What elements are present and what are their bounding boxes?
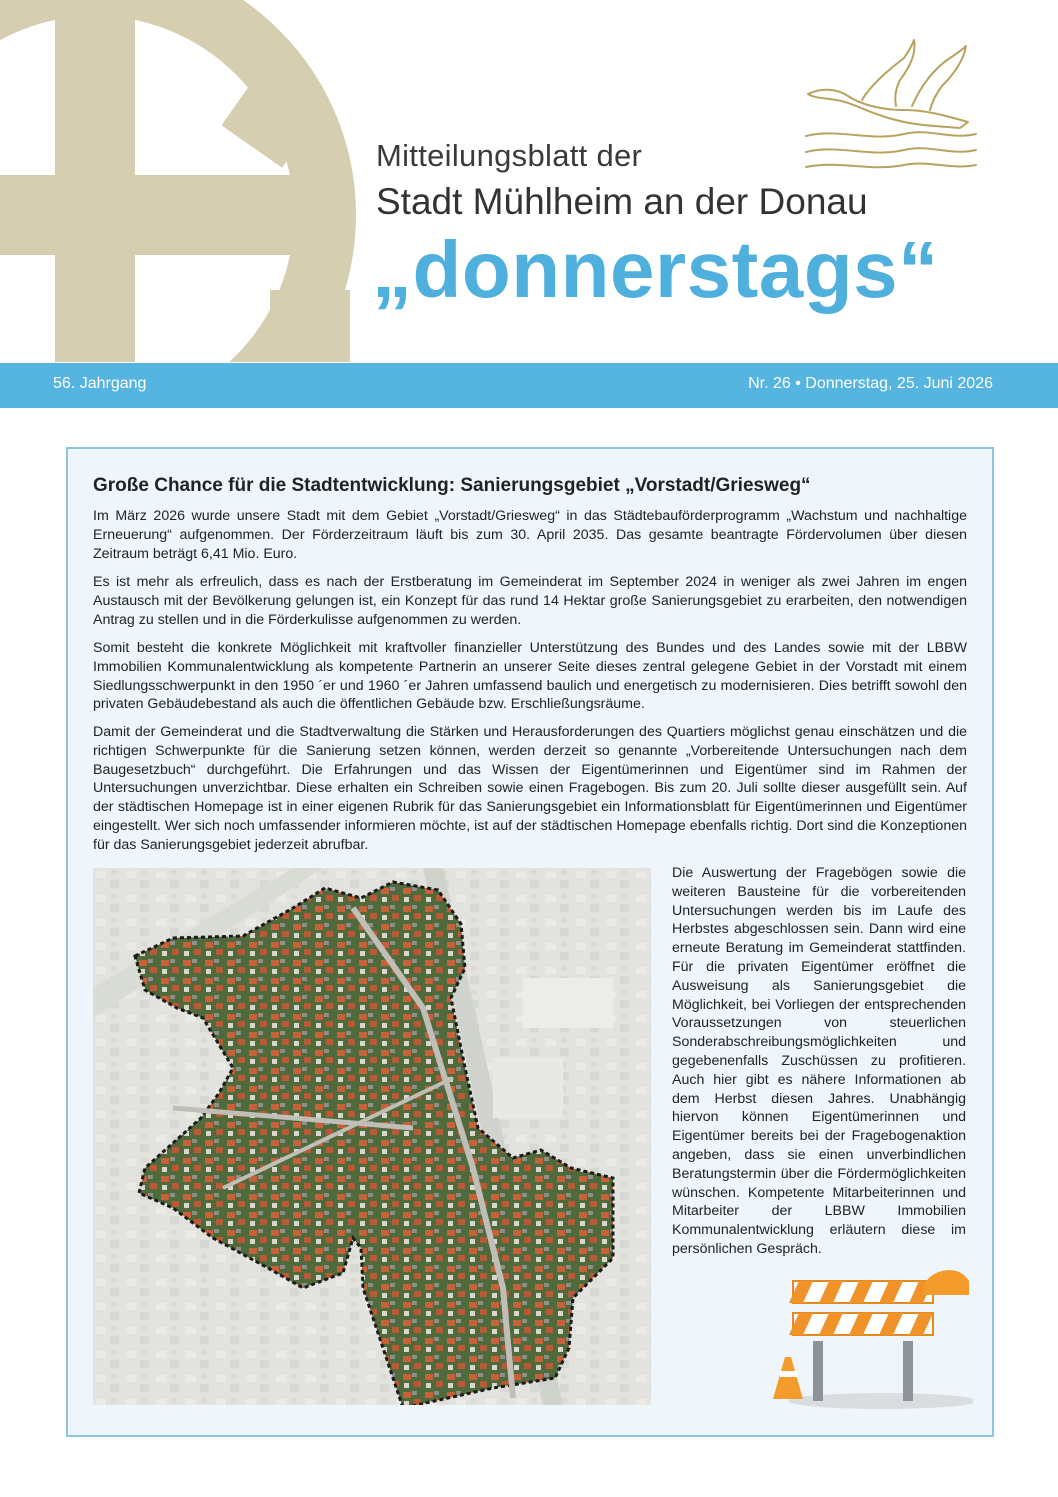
article-paragraph: Im März 2026 wurde unsere Stadt mit dem Gebiet „Vorstadt/Griesweg“ in das Städtebauförderprogramm „Wachstum und nachhaltige Erneuerung“ aufgenommen. Der Förderzeitraum läuft bis zum 30. April 2035. Das gesamte beantragte Fördervolumen über diesen Zeitraum beträgt 6,41 Mio. Euro.	[93, 508, 967, 562]
volume-label: 56. Jahrgang	[53, 375, 147, 392]
article-paragraph: Somit besteht die konkrete Möglichkeit mit kraftvoller finanzieller Unterstützung des Bundes und des Landes sowie mit der LBBW Immobilien Kommunalentwicklung als kompetente Partnerin an unserer Seite dieses zentral gelegene Gebiet in der Vorstadt mit einem Siedlungsschwerpunkt in den 1950 ´er und 1960 ´er Jahren umfassend baulich und energetisch zu modernisieren. Dies betrifft sowohl den privaten Gebäudebestand als auch die öffentlichen Gebäude bzw. Erschließungsräume.	[93, 640, 967, 713]
article-side-text: Die Auswertung der Fragebögen sowie die weiteren Bausteine für die vorbereitenden Untersuchungen werden bis im Laufe des Herbstes abgeschlossen sein. Dann wird eine erneute Beratung im Gemeinderat stattfinden. Für die privaten Eigentümer eröffnet die Ausweisung als Sanierungsgebiet die Möglichkeit, bei Vorliegen der entsprechenden Voraussetzungen von steuerlichen Sonderabschreibungsmöglichkeiten und gegebenenfalls Zuschüssen zu profitieren. Auch hier gibt es nähere Informationen ab dem Herbst diesen Jahres. Unabhängig hiervon können Eigentümerinnen und Eigentümer bereits bei der Fragebogenaktion angeben, dass sie einen unverbindlichen Beratungstermin über die Fördermöglichkeiten wünschen. Kompetente Mitarbeiterinnen und Mitarbeiter der LBBW Immobilien Kommunalentwicklung erläutern diese im persönlichen Gespräch.	[672, 865, 966, 1257]
gear-logo-graphic	[0, 0, 360, 362]
construction-barrier-icon	[773, 1261, 973, 1411]
issue-date-label: Nr. 26 • Donnerstag, 25. Juni 2026	[748, 375, 993, 392]
masthead-town: Stadt Mühlheim an der Donau	[376, 181, 868, 222]
masthead-subtitle: Mitteilungsblatt der	[376, 138, 643, 173]
article-paragraph: Es ist mehr als erfreulich, dass es nach der Erstberatung im Gemeinderat im September 2024 in weniger als zwei Jahren im engen Austausch mit der Bevölkerung gelungen ist, ein Konzept für das rund 14 Hektar große Sanierungsgebiet zu erarbeiten, den notwendigen Antrag zu stellen und in die Förderkulisse aufgenommen zu werden.	[93, 574, 967, 628]
article-headline: Große Chance für die Stadtentwicklung: Sanierungsgebiet „Vorstadt/Griesweg“	[93, 475, 811, 496]
aerial-map-image	[93, 868, 651, 1405]
masthead-title: „donnerstags“	[372, 225, 939, 314]
goose-logo-icon	[800, 36, 978, 172]
article-box	[66, 447, 994, 1437]
article-paragraph: Damit der Gemeinderat und die Stadtverwaltung die Stärken und Herausforderungen des Quartiers möglichst genau einschätzen und die richtigen Schwerpunkte für die Sanierung setzen können, werden derzeit so genannte „Vorbereitende Untersuchungen nach dem Baugesetzbuch“ durchgeführt. Die Erfahrungen und das Wissen der Eigentümerinnen und Eigentümer sind im Rahmen der Untersuchungen unverzichtbar. Diese erhalten ein Schreiben sowie einen Fragebogen. Bis zum 20. Juli sollte dieser ausgefüllt sein. Auf der städtischen Homepage ist in einer eigenen Rubrik für das Sanierungsgebiet ein Informationsblatt für Eigentümerinnen und Eigentümer eingestellt. Wer sich noch umfassender informieren möchte, ist auf der städtischen Homepage ebenfalls richtig. Dort sind die Konzeptionen für das Sanierungsgebiet jederzeit abrufbar.	[93, 724, 967, 853]
issue-band	[0, 363, 1058, 408]
